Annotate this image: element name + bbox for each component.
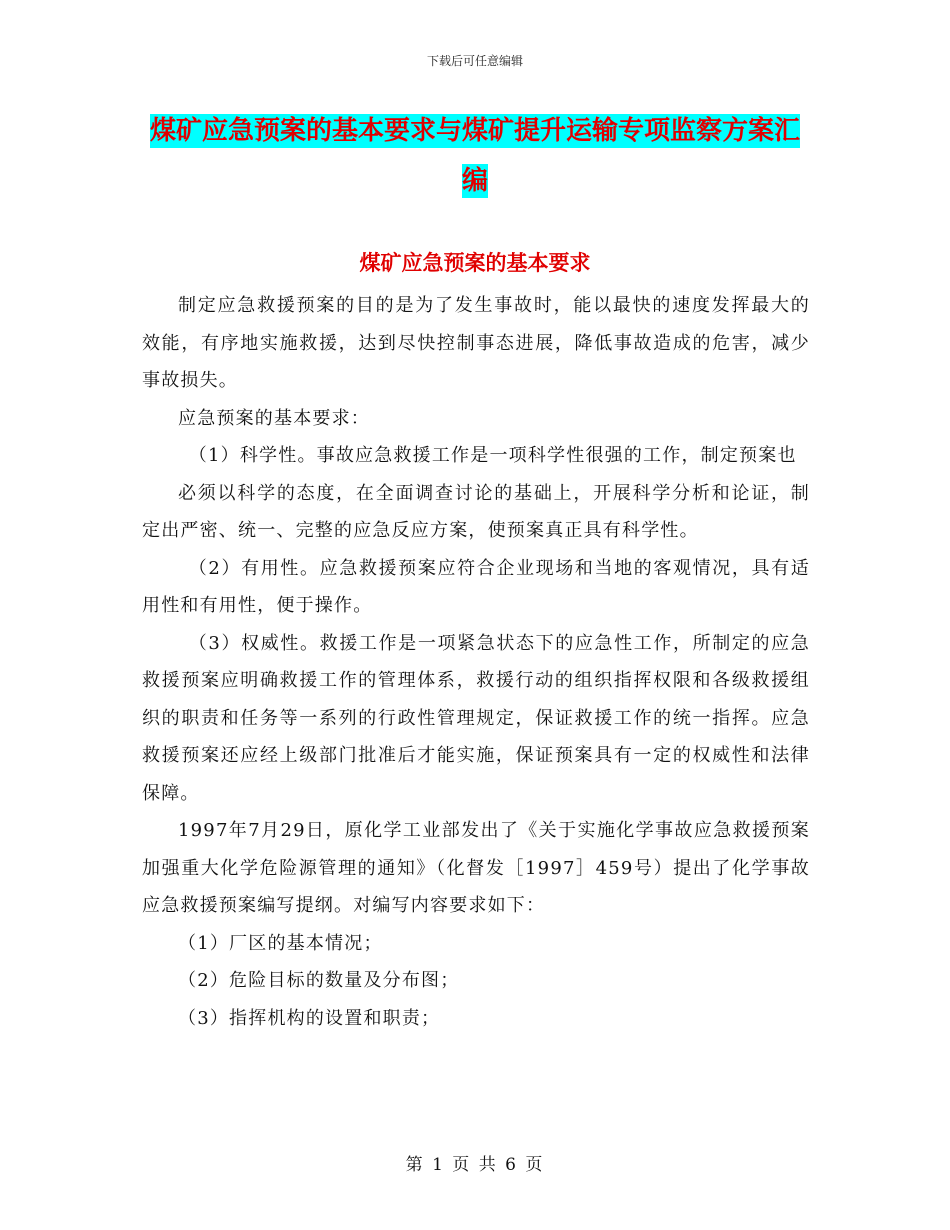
paragraph: 制定应急救援预案的目的是为了发生事故时，能以最快的速度发挥最大的效能，有序地实施救援，达到尽快控制事态进展，降低事故造成的危害，减少事故损失。 [142, 295, 810, 391]
document-body [142, 287, 810, 1037]
page-header-note: 下载后可任意编辑 [426, 54, 523, 68]
paragraph: （2）危险目标的数量及分布图； [178, 970, 460, 991]
section-title: 煤矿应急预案的基本要求 [359, 251, 591, 275]
paragraph: 1997年7月29日，原化学工业部发出了《关于实施化学事故应急救援预案加强重大化学危险源管理的通知》（化督发［1997］459号）提出了化学事故应急救援预案编写提纲。对编写内容要求如下： [142, 820, 810, 916]
paragraph: 必须以科学的态度，在全面调查讨论的基础上，开展科学分析和论证，制定出严密、统一、完整的应急反应方案，使预案真正具有科学性。 [142, 482, 810, 541]
paragraph: 应急预案的基本要求： [178, 407, 370, 429]
paragraph: （3）指挥机构的设置和职责； [178, 1007, 441, 1029]
paragraph: （1）科学性。事故应急救援工作是一项科学性很强的工作，制定预案也 [188, 445, 797, 466]
paragraph: （3）权威性。救援工作是一项紧急状态下的应急性工作，所制定的应急救援预案应明确救援工作的管理体系，救援行动的组织指挥权限和各级救援组织的职责和任务等一系列的行政性管理规定，保证救援工作的统一指挥。应急救援预案还应经上级部门批准后才能实施，保证预案具有一定的权威性和法律保障。 [142, 632, 810, 804]
document-title [140, 106, 810, 206]
paragraph: （1）厂区的基本情况； [178, 932, 383, 954]
paragraph: （2）有用性。应急救援预案应符合企业现场和当地的客观情况，具有适用性和有用性，便于操作。 [142, 557, 810, 616]
document-title-text: 煤矿应急预案的基本要求与煤矿提升运输专项监察方案汇编 [149, 116, 800, 196]
page-footer: 第 1 页 共 6 页 [405, 1155, 545, 1175]
